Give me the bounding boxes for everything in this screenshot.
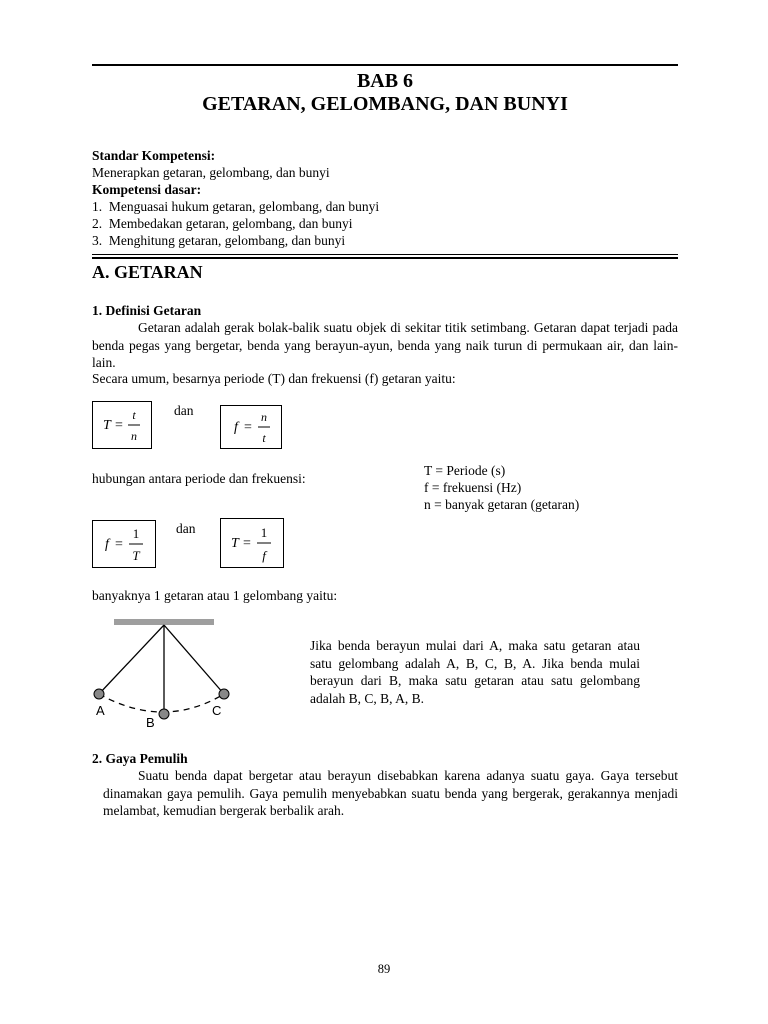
top-rule (92, 64, 678, 66)
equals-sign: = (115, 537, 123, 552)
equals-sign: = (115, 418, 123, 433)
formula-lhs: T (231, 536, 239, 551)
section-double-rule-bottom (92, 257, 678, 259)
standard-competence-label: Standar Kompetensi: (92, 148, 216, 163)
restoring-force-paragraph: Suatu benda dapat bergetar atau berayun disebabkan karena adanya suatu gaya. Gaya tersebut dinamakan gaya pemulih. Gaya pemulih menyebabkan suatu benda yang bergerak, gerakannya menjadi melambat, kemudian bergerak berbalik arah. (103, 768, 678, 818)
formula-numerator: t (132, 408, 136, 422)
legend-count: n = banyak getaran (getaran) (424, 497, 580, 512)
formula-numerator: 1 (260, 525, 268, 540)
pendulum-diagram (86, 612, 246, 732)
label-c: C (212, 703, 222, 718)
pendulum-description: Jika benda berayun mulai dari A, maka satu getaran atau satu gelombang adalah A, B, C, B, A. Jika benda mulai berayun dari B, maka satu getaran atau satu gelombang adalah B, C, B, A, B. (310, 638, 640, 706)
definition-paragraph: Getaran adalah gerak bolak-balik suatu objek di sekitar titik setimbang. Getaran dapat terjadi pada benda pegas yang bergetar, benda yang berayun-ayun, benda yang naik turun di permukaan air, dan lain-lain. (92, 320, 678, 370)
pendulum-support (114, 619, 214, 625)
bob-a (94, 689, 104, 699)
formula-lhs: f (105, 537, 109, 552)
competence-item: 2. Membedakan getaran, gelombang, dan bunyi (92, 216, 353, 231)
competence-item: 3. Menghitung getaran, gelombang, dan bunyi (92, 233, 346, 248)
formula-denominator: T (132, 548, 140, 563)
formula-frequency-from-period (92, 520, 156, 568)
chapter-number: BAB 6 (356, 70, 414, 92)
equals-sign: = (244, 420, 252, 435)
equals-sign: = (243, 536, 251, 551)
pendulum-string-c (164, 625, 224, 694)
competence-item: 1. Menguasai hukum getaran, gelombang, dan bunyi (92, 199, 380, 214)
section-double-rule-top (92, 254, 678, 255)
legend-frequency: f = frekuensi (Hz) (424, 480, 522, 495)
bob-b (159, 709, 169, 719)
formula-lhs: f (234, 420, 238, 435)
page-number: 89 (377, 962, 391, 976)
subsection-heading: 2. Gaya Pemulih (92, 751, 188, 766)
formula-frequency (220, 405, 282, 449)
formula-period (92, 401, 152, 449)
standard-competence-text: Menerapkan getaran, gelombang, dan bunyi (92, 165, 330, 180)
pendulum-string-a (99, 625, 164, 694)
formula-lhs: T (103, 418, 111, 433)
formula-period-from-frequency (220, 518, 284, 568)
section-heading: A. GETARAN (92, 262, 203, 282)
subsection-heading: 1. Definisi Getaran (92, 303, 202, 318)
relation-text: hubungan antara periode dan frekuensi: (92, 471, 306, 486)
bob-c (219, 689, 229, 699)
label-b: B (146, 715, 155, 730)
oscillation-text: banyaknya 1 getaran atau 1 gelombang yaitu: (92, 588, 338, 603)
formula-denominator: n (131, 429, 137, 443)
chapter-title: GETARAN, GELOMBANG, DAN BUNYI (202, 93, 568, 115)
formula-numerator: n (261, 410, 267, 424)
basic-competence-label: Kompetensi dasar: (92, 182, 202, 197)
formula-denominator: f (262, 548, 266, 563)
label-a: A (96, 703, 105, 718)
conjunction-dan: dan (176, 521, 196, 536)
formula-numerator: 1 (132, 526, 140, 541)
legend-period: T = Periode (s) (424, 463, 506, 478)
formula-denominator: t (262, 431, 266, 445)
conjunction-dan: dan (174, 403, 194, 418)
period-frequency-intro: Secara umum, besarnya periode (T) dan frekuensi (f) getaran yaitu: (92, 371, 456, 386)
